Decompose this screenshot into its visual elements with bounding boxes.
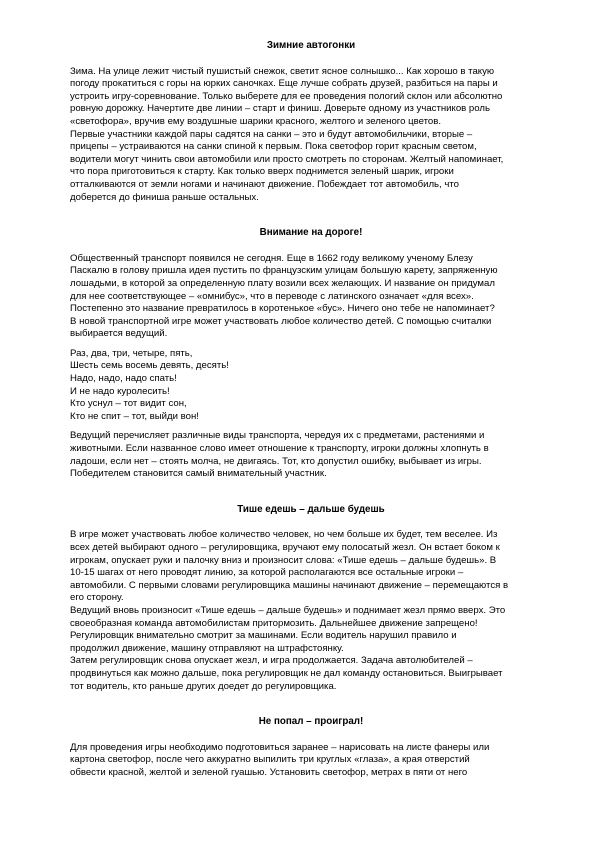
rhyme-line: Кто не спит – тот, выйди вон! <box>70 410 199 422</box>
text-line: погоду прокатиться с горы на юрких саночках. Еще лучше собрать друзей, разбиться на пары и <box>70 78 498 90</box>
text-line: доберется до финиша раньше остальных. <box>70 191 259 203</box>
text-line: Регулировщик внимательно смотрит за машинами. Если водитель нарушил правило и <box>70 630 457 642</box>
section-slow-and-steady <box>70 504 552 693</box>
text-line: прицепы – устраиваются на санки спиной к первым. Пока светофор горит красным светом, <box>70 141 477 153</box>
text-line: водители могут чинить свои автомобили или просто смотреть по сторонам. Желтый напоминает, <box>70 153 504 165</box>
text-line: лошадьми, в которой за определенную плату возили всех желающих. И название он придумал <box>70 277 495 289</box>
text-line: ровную дорожку. Начертите две линии – старт и финиш. Доверьте одному из участников роль <box>70 103 490 115</box>
text-line: Общественный транспорт появился не сегодня. Еще в 1662 году великому ученому Блезу <box>70 252 473 264</box>
text-line: Зима. На улице лежит чистый пушистый снежок, светит ясное солнышко... Как хорошо в такую <box>70 65 495 77</box>
text-line: Первые участники каждой пары садятся на санки – это и будут автомобильчики, вторые – <box>70 128 473 140</box>
text-line: всех детей выбирают одного – регулировщика, вручают ему полосатый жезл. Он встает боком к <box>70 542 500 553</box>
text-line: для нее соответствующее – «омнибус», что в переводе с латинского означает «для всех». <box>70 290 474 302</box>
section-missed-lost <box>70 716 552 779</box>
text-line: устроить игру-соревнование. Только выберете для ее проведения пологий склон или абсолютно <box>70 90 503 102</box>
text-line: картона светофор, после чего аккуратно выпилить три круглых «глаза», а края отверстий <box>70 754 470 766</box>
text-line: Постепенно это название превратилось в коротенькое «бус». Ничего оно тебе не напоминает? <box>70 303 495 315</box>
text-line: В новой транспортной игре может участвовать любое количество детей. С помощью считалки <box>70 315 492 327</box>
text-line: Для проведения игры необходимо подготовиться заранее – нарисовать на листе фанеры или <box>70 741 490 753</box>
text-line: Победителем становится самый внимательный участник. <box>70 468 327 480</box>
rhyme-line: Шесть семь восемь девять, десять! <box>70 360 229 372</box>
text-line: Ведущий вновь произносит «Тише едешь – дальше будешь» и поднимает жезл прямо вверх. Это <box>70 604 506 616</box>
rhyme-line: Кто уснул – тот видит сон, <box>70 398 187 410</box>
text-line: «светофора», вручив ему воздушные шарики красного, желтого и зеленого цветов. <box>70 115 441 127</box>
text-line: ладоши, если нет – стоять молча, не двигаясь. Тот, кто допустил ошибку, выбывает из игры. <box>70 455 482 467</box>
text-line: Затем регулировщик снова опускает жезл, и игра продолжается. Задача автолюбителей – <box>70 655 473 667</box>
paragraph <box>70 66 552 205</box>
paragraph <box>70 529 552 693</box>
rhyme-line: Раз, два, три, четыре, пять, <box>70 347 193 359</box>
text-line: обвести красной, желтой и зеленой гуашью. Установить светофор, метрах в пяти от него <box>70 766 468 778</box>
text-line: автомобили. С первыми словами регулировщика машины начинают движение – перемещаются в <box>70 579 509 591</box>
text-line: продолжил движение, машину отправляют на штрафстоянку. <box>70 642 344 654</box>
text-line: 10-15 шагах от него проводят линию, за которой располагаются все остальные игроки – <box>70 567 464 579</box>
paragraph <box>70 742 552 780</box>
section-title: Тише едешь – дальше будешь <box>237 503 385 515</box>
rhyme-line: Надо, надо, надо спать! <box>70 373 177 385</box>
text-line: выбирается ведущий. <box>70 328 168 340</box>
text-line: игрокам, опускает руки и палочку вниз и произносит слова: «Тише едешь – дальше будешь». В <box>70 554 497 566</box>
text-line: отталкиваются от земли ногами и начинают движение. Побеждает тот автомобиль, что <box>70 178 459 190</box>
text-line: животными. Если названное слово имеет отношение к транспорту, игроки должны хлопнуть в <box>70 443 489 455</box>
text-line: своеобразная команда автомобилистам притормозить. Дальнейшее движение запрещено! <box>70 617 478 629</box>
text-line: продвинуться как можно дальше, пока регулировщик не дал команду остановиться. Выигрывает <box>70 667 503 679</box>
section-attention-on-road <box>70 227 552 481</box>
text-line: Ведущий перечисляет различные виды транспорта, чередуя их с предметами, растениями и <box>70 430 485 442</box>
counting-rhyme <box>70 348 552 424</box>
paragraph <box>70 253 552 341</box>
text-line: Паскалю в голову пришла идея пустить по французским улицам большую карету, запряженную <box>70 265 498 277</box>
section-title: Не попал – проиграл! <box>258 716 364 728</box>
document-page <box>70 40 552 780</box>
section-title: Внимание на дороге! <box>259 227 363 239</box>
text-line: его сторону. <box>70 592 124 604</box>
section-winter-races <box>70 40 552 204</box>
paragraph <box>70 430 552 480</box>
text-line: тот водитель, кто раньше других доедет до регулировщика. <box>70 680 337 692</box>
rhyme-line: И не надо куролесить! <box>70 385 170 397</box>
text-line: В игре может участвовать любое количество человек, но чем больше их будет, тем веселее. Из <box>70 529 498 541</box>
section-title: Зимние автогонки <box>266 40 356 51</box>
text-line: что пора приготовиться к старту. Как только вверх поднимется зеленый шарик, игроки <box>70 166 454 178</box>
